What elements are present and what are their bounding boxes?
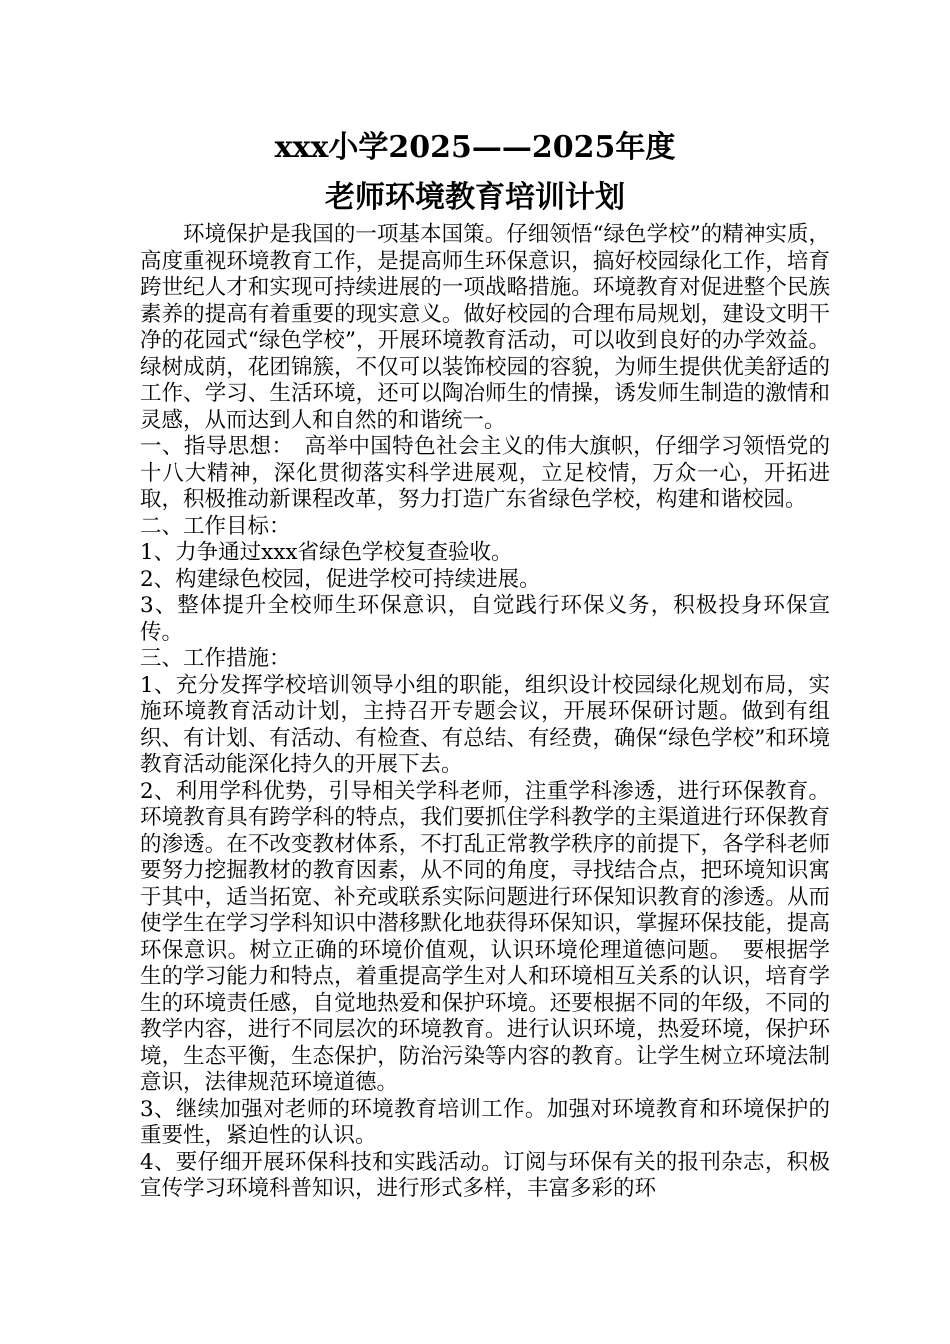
document-body [140, 222, 830, 1203]
goal-item-2: 2、构建绿色校园，促进学校可持续进展。 [140, 566, 541, 592]
measure-item-3: 3、继续加强对老师的环境教育培训工作。加强对环境教育和环境保护的重要性，紧迫性的认识。 [140, 1096, 830, 1148]
measure-item-2: 2、利用学科优势，引导相关学科老师，注重学科渗透，进行环保教育。环境教育具有跨学科的特点，我们要抓住学科教学的主渠道进行环保教育的渗透。在不改变教材体系，不打乱正常教学秩序的前提下，各学科老师要努力挖掘教材的教育因素，从不同的角度，寻找结合点，把环境知识寓于其中，适当拓宽、补充或联系实际问题进行环保知识教育的渗透。从而使学生在学习学科知识中潜移默化地获得环保知识，掌握环保技能，提高环保意识。树立正确的环境价值观，认识环境伦理道德问题。 要根据学生的学习能力和特点，着重提高学生对人和环境相互关系的认识，培育学生的环境责任感，自觉地热爱和保护环境。还要根据不同的年级，不同的教学内容，进行不同层次的环境教育。进行认识环境，热爱环境，保护环境，生态平衡，生态保护，防治污染等内容的教育。让学生树立环境法制意识，法律规范环境道德。 [140, 778, 830, 1095]
document-title-line1: xxx小学2025——2025年度 [274, 130, 676, 165]
section-heading-measures: 三、工作措施： [140, 646, 291, 671]
measure-item-1: 1、充分发挥学校培训领导小组的职能，组织设计校园绿化规划布局，实施环境教育活动计划，主持召开专题会议，开展环保研讨题。做到有组织、有计划、有活动、有检查、有总结、有经费，确保“绿色学校”和环境教育活动能深化持久的开展下去。 [140, 672, 830, 777]
section-heading-goals: 二、工作目标： [140, 513, 291, 539]
measure-item-4: 4、要仔细开展环保科技和实践活动。订阅与环保有关的报刊杂志，积极宣传学习环境科普知识，进行形式多样，丰富多彩的环 [140, 1149, 830, 1201]
goal-item-1: 1、力争通过xxx省绿色学校复查验收。 [140, 540, 513, 565]
intro-paragraph: 环境保护是我国的一项基本国策。仔细领悟“绿色学校”的精神实质，高度重视环境教育工作，是提高师生环保意识，搞好校园绿化工作，培育跨世纪人才和实现可持续进展的一项战略措施。环境教育对促进整个民族素养的提高有着重要的现实意义。做好校园的合理布局规划，建设文明干净的花园式“绿色学校”，开展环境教育活动，可以收到良好的办学效益。绿树成荫，花团锦簇，不仅可以装饰校园的容貌，为师生提供优美舒适的工作、学习、生活环境，还可以陶冶师生的情操，诱发师生制造的激情和灵感，从而达到人和自然的和谐统一。 [140, 222, 830, 433]
guiding-thought-paragraph: 一、指导思想： 高举中国特色社会主义的伟大旗帜，仔细学习领悟党的十八大精神，深化贯彻落实科学进展观，立足校情，万众一心，开拓进取，积极推动新课程改革，努力打造广东省绿色学校，构建和谐校园。 [140, 434, 830, 512]
document-title-line2: 老师环境教育培训计划 [325, 180, 625, 215]
goal-item-3: 3、整体提升全校师生环保意识，自觉践行环保义务，积极投身环保宣传。 [140, 593, 830, 645]
